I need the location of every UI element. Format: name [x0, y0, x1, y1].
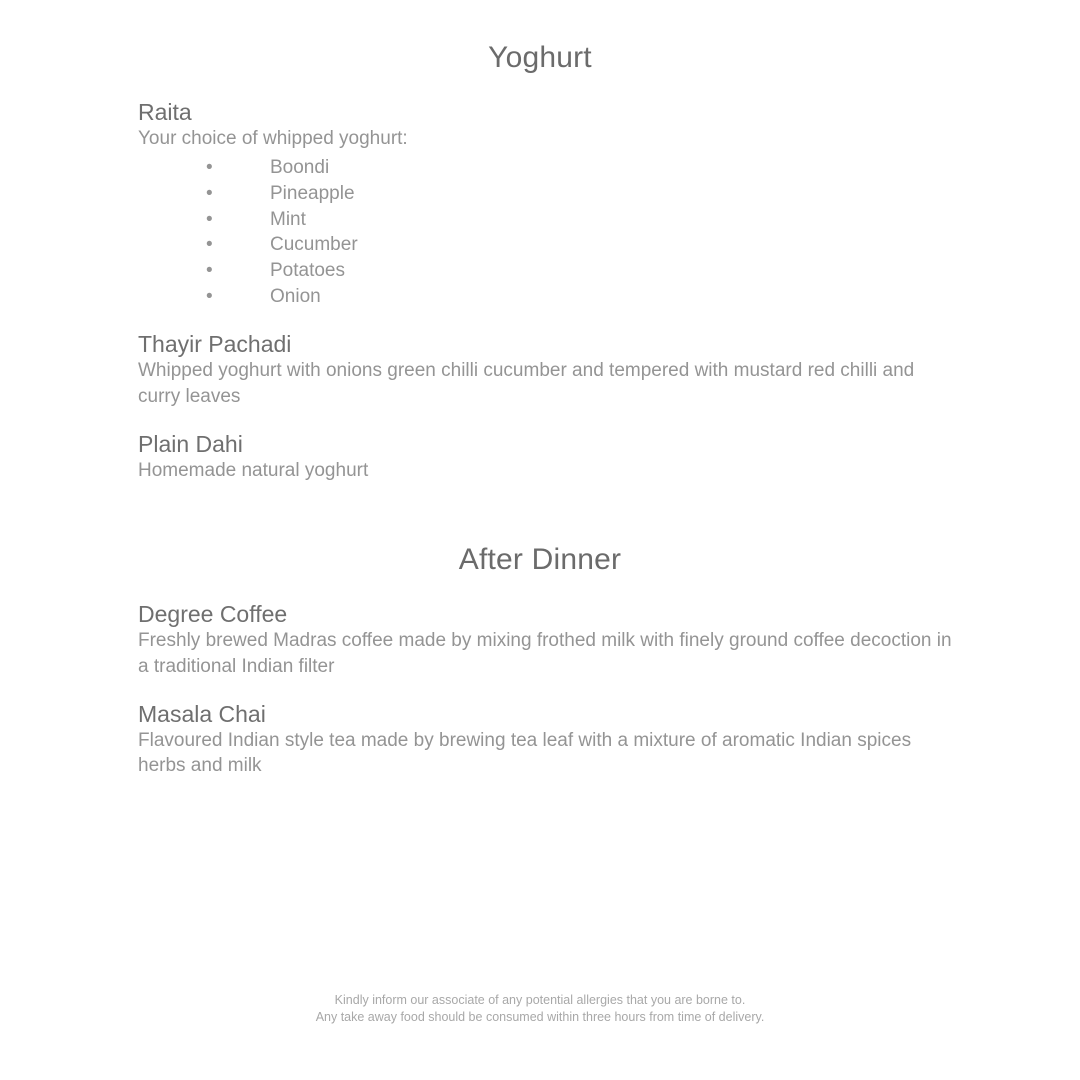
choice-label: Boondi	[270, 157, 330, 179]
choice-label: Mint	[270, 208, 306, 230]
menu-item-description: Flavoured Indian style tea made by brewing tea leaf with a mixture of aromatic Indian spices herbs and milk	[138, 730, 912, 777]
bullet-icon: •	[206, 259, 213, 281]
list-item	[138, 258, 956, 284]
choice-label: Cucumber	[270, 234, 358, 256]
menu-item	[138, 99, 956, 309]
menu-item-name: Thayir Pachadi	[138, 331, 292, 358]
bullet-icon: •	[206, 234, 213, 256]
bullet-icon: •	[206, 285, 213, 307]
choice-label: Pineapple	[270, 183, 355, 205]
menu-item-list	[0, 601, 1080, 778]
list-item	[138, 207, 956, 233]
menu-item	[138, 601, 956, 679]
menu-item-choices	[138, 155, 956, 309]
list-item	[138, 181, 956, 207]
section-title: After Dinner	[458, 543, 622, 577]
page-footer	[0, 992, 1080, 1026]
menu-section-after-dinner	[0, 543, 1080, 778]
menu-item-description: Homemade natural yoghurt	[138, 460, 369, 482]
menu-item-description: Whipped yoghurt with onions green chilli cucumber and tempered with mustard red chilli and curry leaves	[138, 360, 915, 407]
section-title: Yoghurt	[488, 41, 592, 74]
list-item	[138, 155, 956, 181]
menu-item-name: Masala Chai	[138, 700, 266, 727]
choice-label: Onion	[270, 285, 321, 307]
footer-allergy-note: Kindly inform our associate of any potential allergies that you are borne to.	[334, 993, 746, 1008]
menu-item-name: Raita	[138, 99, 192, 125]
menu-item-description: Freshly brewed Madras coffee made by mixing frothed milk with finely ground coffee decoction in a traditional Indian filter	[138, 630, 952, 677]
menu-item	[138, 331, 956, 409]
spacer	[138, 309, 956, 331]
list-item	[138, 232, 956, 258]
footer-takeaway-note: Any take away food should be consumed within three hours from time of delivery.	[315, 1010, 765, 1025]
bullet-icon: •	[206, 208, 213, 230]
menu-item-list	[0, 99, 1080, 483]
spacer	[138, 679, 956, 701]
menu-item-description: Your choice of whipped yoghurt:	[138, 128, 408, 150]
bullet-icon: •	[206, 183, 213, 205]
section-spacer	[0, 483, 1080, 543]
spacer	[138, 409, 956, 431]
menu-item-name: Degree Coffee	[138, 601, 288, 628]
menu-item-name: Plain Dahi	[138, 430, 243, 457]
menu-item	[138, 701, 956, 779]
bullet-icon: •	[206, 157, 213, 179]
list-item	[138, 284, 956, 310]
choice-label: Potatoes	[270, 259, 345, 281]
menu-item	[138, 431, 956, 483]
menu-section-yoghurt	[0, 0, 1080, 483]
